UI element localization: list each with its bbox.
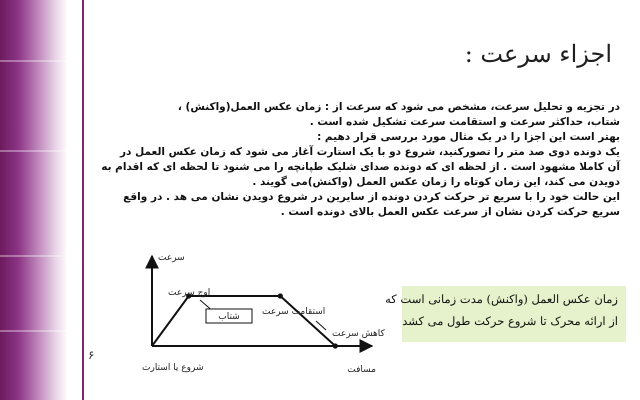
definition-callout bbox=[385, 286, 626, 342]
curve-point bbox=[333, 343, 338, 348]
accel-label: شتاب bbox=[218, 312, 240, 322]
body-line: در تجزیه و تحلیل سرعت، مشخص می شود که سرعت از : زمان عکس العمل(واکنش) ، bbox=[177, 101, 620, 113]
body-line: یک دونده دوی صد متر را تصورکنید، شروع دو با یک استارت آغاز می شود که زمان عکس العمل در bbox=[120, 146, 620, 158]
body-line: این حالت خود را با سریع تر حرکت کردن دونده از سایرین در شروع دویدن نشان می هد . در واقع bbox=[123, 191, 620, 203]
callout-line: زمان عکس العمل (واکنش) مدت زمانی است که bbox=[385, 292, 618, 306]
body-line: آن کاملا مشهود است . از لحظه ای که دونده صدای شلیک طپانچه را می شنود تا لحظه ای که اقدام به bbox=[101, 161, 620, 173]
origin-label: شروع یا استارت bbox=[142, 363, 204, 373]
body-line: بهتر است این اجزا را در یک مثال مورد بررسی قرار دهیم : bbox=[317, 131, 620, 143]
page-number: ۶ bbox=[88, 348, 95, 362]
body-line: دویدن می کند، این زمان کوتاه را زمان عکس العمل (واکنش)می گویند . bbox=[252, 176, 620, 188]
speed-endurance-label: استقامت سرعت bbox=[262, 307, 326, 317]
peak-speed-label: اوج سرعت bbox=[168, 288, 211, 298]
callout-line: از ارائه محرک تا شروع حرکت طول می کشد bbox=[402, 314, 618, 328]
body-text bbox=[100, 100, 620, 220]
left-accent-rule bbox=[82, 0, 84, 400]
speed-decrease-label: کاهش سرعت bbox=[332, 329, 385, 339]
y-axis-label: سرعت bbox=[158, 253, 185, 263]
body-line: سریع حرکت کردن نشان از سرعت عکس العمل بالای دونده است . bbox=[280, 206, 620, 218]
slide-title: اجزاء سرعت : bbox=[464, 40, 612, 68]
curve-point bbox=[278, 293, 283, 298]
x-axis-label: مسافت bbox=[347, 365, 376, 375]
speed-phases-chart bbox=[140, 248, 400, 388]
body-line: شتاب، حداکثر سرعت و استقامت سرعت تشکیل شده است . bbox=[309, 116, 620, 128]
decorative-left-band bbox=[0, 0, 66, 400]
